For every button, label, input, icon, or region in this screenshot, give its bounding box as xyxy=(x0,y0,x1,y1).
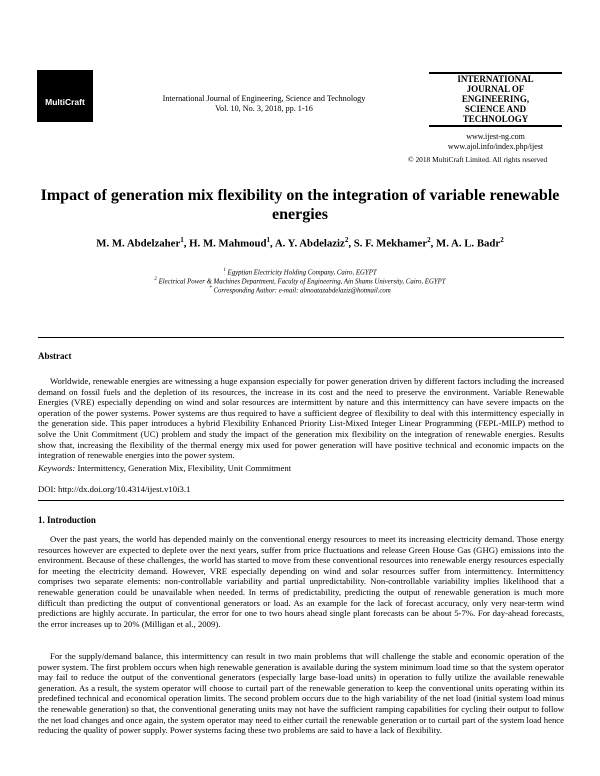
affiliation-marker: 2 xyxy=(154,277,157,282)
author-affiliation-marker: 1 xyxy=(180,236,184,244)
affiliation-text: Electrical Power & Machines Department, Faculty of Engineering, Ain Shams University, Cairo, EGYPT xyxy=(158,278,446,286)
author-name: H. M. Mahmoud xyxy=(189,237,267,250)
journal-box-line: INTERNATIONAL xyxy=(457,74,534,84)
doi-link[interactable]: DOI: http://dx.doi.org/10.4314/ijest.v10i3.1 xyxy=(38,484,191,494)
author-affiliation-marker: 1 xyxy=(266,236,271,244)
keywords xyxy=(38,463,564,474)
affiliation-marker: * xyxy=(209,286,212,291)
abstract-heading: Abstract xyxy=(38,351,72,361)
author-name: M. M. Abdelzaher xyxy=(96,237,181,250)
section-divider xyxy=(38,337,564,338)
journal-box-line: SCIENCE AND xyxy=(464,104,527,114)
logo-text: MultiCraft xyxy=(45,97,85,107)
introduction-paragraph: Over the past years, the world has depended mainly on the conventional energy resources to meet its increasing electricity demand. Those energy resources however are expected to deplete over the next years, suffer from price fluctuations and release Green House Gas (GHG) emissions into the environment. Because of these challenges, the world has started to move from these conventional resources into renewable energy resources especially for meeting the electricity demand. However, VRE especially depending on wind and solar resources suffer from intermittency. Intermittency comprises two separate elements: non-controllable variability and partial unpredictability. Non-controllable variability implies likelihood that a renewable generation could be unavailable when needed. In terms of predictability, predicting the output of renewable generation is much more difficult than predicting the output of conventional generators or load. As an example for the lack of forecast accuracy, only very near-term wind predictions are highly accurate. In particular, the error for one to two hours ahead single plant forecasts can be about 5-7%. For day-ahead forecasts, the error increases up to 20% (Milligan et al., 2009). xyxy=(38,534,564,629)
publisher-logo xyxy=(37,70,93,122)
author-name: M. A. L. Badr xyxy=(436,237,501,250)
affiliation-text: Egyptian Electricity Holding Company, Cairo, EGYPT xyxy=(227,269,377,277)
abstract-text: Worldwide, renewable energies are witnessing a huge expansion especially for power generation driven by different factors including the increased demand on fossil fuels and the depletion of its resources, the increase in its cost and the need to preserve the environment. Variable Renewable Energies (VRE) especially depending on wind and solar resources are intermittent by nature and this intermittency can have severe impacts on the operation of the power systems. Power systems are thus required to have a sufficient degree of flexibility to deal with this intermittency especially in the generation side. This paper introduces a hybrid Flexibility Enhanced Priority List-Mixed Integer Linear Programming (FEPL-MILP) method to solve the Unit Commitment (UC) problem and study the impact of the generation mix flexibility on the integration of renewable energies. Results show that, increasing the flexibility of the thermal energy mix used for power generation will have positive technical and economic impacts on the integration of renewable energies into the power system. xyxy=(38,376,564,461)
author-affiliation-marker: 2 xyxy=(500,236,504,244)
author-name: S. F. Mekhamer xyxy=(353,237,428,250)
journal-name: International Journal of Engineering, Science and Technology xyxy=(162,94,366,103)
copyright-notice: © 2018 MultiCraft Limited. All rights reserved xyxy=(408,155,548,164)
paper-title xyxy=(40,186,560,224)
affiliation xyxy=(40,284,560,295)
corresponding-author: Corresponding Author: e-mail: almoatazabdelaziz@hotmail.com xyxy=(213,287,391,295)
author-list: M. M. Abdelzaher$^1$, H. M. Mahmoud$^1$, A. Y. Abdelaziz$^2$, S. F. Mekhamer$^2$, M. A. L. Badr$^2$ xyxy=(96,236,504,250)
journal-ajol-link[interactable]: www.ajol.info/index.php/ijest xyxy=(447,142,544,151)
journal-box-line: JOURNAL OF xyxy=(466,84,525,94)
author-affiliation-marker: 2 xyxy=(427,236,431,244)
journal-volume: Vol. 10, No. 3, 2018, pp. 1-16 xyxy=(215,104,313,113)
journal-box-line: ENGINEERING, xyxy=(461,94,530,104)
introduction-heading: 1. Introduction xyxy=(38,515,96,525)
affiliation-marker: 1 xyxy=(223,268,226,273)
journal-title-box xyxy=(429,72,562,127)
keywords-value: Intermittency, Generation Mix, Flexibility, Unit Commitment xyxy=(77,463,292,473)
author-affiliation-marker: 2 xyxy=(344,236,349,244)
introduction-paragraph: For the supply/demand balance, this intermittency can result in two main problems that will challenge the stable and economic operation of the power system. The first problem occurs when high renewable generation is available during the system minimum load time so that the system operator may fail to reduce the output of the conventional generators (especially large base-load units) in operation to fully utilize the available renewable generation. As a result, the system operator will choose to curtail part of the renewable generation to keep the conventional units operating within its predefined technical and economical operation limits. The second problem occurs due to the high variability of the net load (initial system load minus the renewable generation) so that, the conventional generating units may not have the sufficient ramping capabilities for cycling their output to follow the net load changes and once again, the system operator may need to either curtail the renewable generation or to curtail part of the system load hence reducing the quality of power supply. Power systems facing these two problems are said to have a lack of flexibility. xyxy=(38,651,564,736)
keywords-label: Keywords: xyxy=(38,463,76,473)
paper-title-line: Impact of generation mix flexibility on the integration of variable renewable xyxy=(40,187,560,204)
author-name: A. Y. Abdelaziz xyxy=(274,237,345,250)
section-divider xyxy=(38,500,564,501)
journal-box-line: TECHNOLOGY xyxy=(462,114,529,124)
journal-website-link[interactable]: www.ijest-ng.com xyxy=(466,132,525,141)
paper-title-line: energies xyxy=(272,206,328,223)
